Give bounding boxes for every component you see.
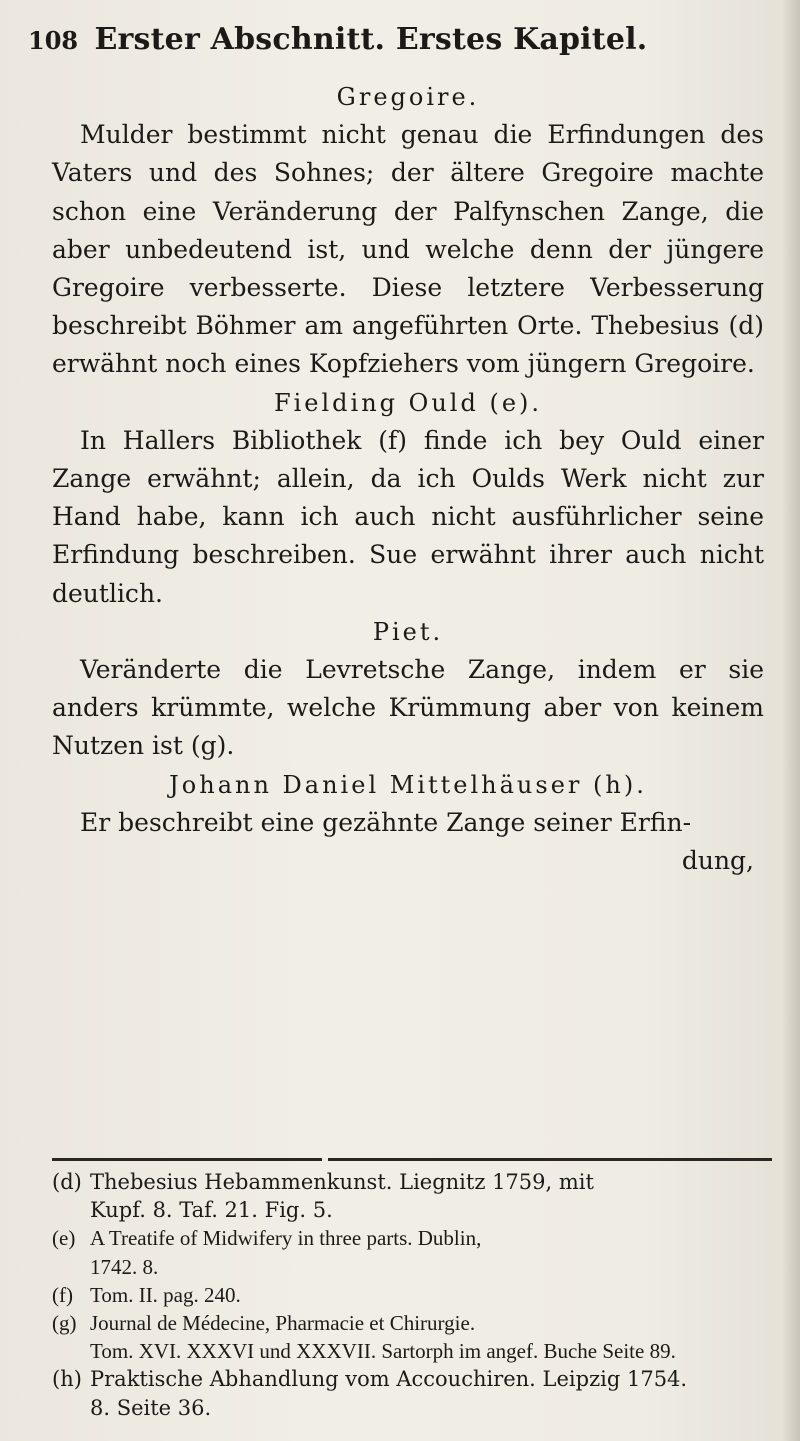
running-title: Erster Abschnitt. Erstes Kapitel. bbox=[94, 22, 648, 57]
footnote-line: A Treatife of Midwifery in three parts. Dublin, bbox=[90, 1226, 482, 1251]
footnote-mark: (f) bbox=[52, 1282, 73, 1307]
paragraph-fielding-ould: In Hallers Bibliothek (f) finde ich bey Ould einer Zange erwähnt; allein, da ich Oulds Werk nicht zur Hand habe, kann ich auch nicht ausführlicher seine Erfindung beschreiben. Sue erwähnt ihrer auch nicht deutlich. bbox=[52, 425, 764, 608]
heading-fielding-ould: Fielding Ould (e). bbox=[273, 388, 543, 417]
footnote-mark: (g) bbox=[52, 1311, 77, 1336]
footnotes bbox=[52, 1168, 772, 1422]
paragraph-piet: Veränderte die Levretsche Zange, indem er sie anders krümmte, welche Krümmung aber von keinem Nutzen ist (g). bbox=[52, 655, 764, 761]
footnote-line: Kupf. 8. Taf. 21. Fig. 5. bbox=[90, 1198, 333, 1223]
page-header bbox=[28, 10, 788, 70]
footnote-g bbox=[52, 1309, 772, 1365]
footnote-divider bbox=[52, 1158, 772, 1161]
footnote-h bbox=[52, 1365, 772, 1421]
footnote-e bbox=[52, 1224, 772, 1280]
footnote-line: Tom. II. pag. 240. bbox=[90, 1282, 241, 1307]
footnote-line: 8. Seite 36. bbox=[90, 1395, 212, 1420]
footnote-mark: (d) bbox=[52, 1170, 82, 1194]
footnote-line: Thebesius Hebammenkunst. Liegnitz 1759, mit bbox=[90, 1170, 594, 1194]
footnote-mark: (h) bbox=[52, 1367, 82, 1392]
heading-piet: Piet. bbox=[372, 617, 444, 646]
page-number: 108 bbox=[28, 26, 79, 55]
footnote-d bbox=[52, 1168, 772, 1224]
page-edge-shadow bbox=[782, 0, 800, 1441]
main-text bbox=[52, 78, 764, 880]
catchword: dung, bbox=[681, 846, 754, 876]
paragraph-mittelhaeuser: Er beschreibt eine gezähnte Zange seiner Erfin- bbox=[80, 807, 692, 837]
footnote-line: Journal de Médecine, Pharmacie et Chirurgie. bbox=[90, 1311, 476, 1336]
heading-gregoire: Gregoire. bbox=[336, 83, 480, 111]
footnote-line: 1742. 8. bbox=[90, 1254, 159, 1279]
paragraph-gregoire: Mulder bestimmt nicht genau die Erfindungen des Vaters und des Sohnes; der ältere Gregoire machte schon eine Veränderung der Palfynschen Zange, die aber unbedeutend ist, und welche denn der jüngere Gregoire verbesserte. Diese letztere Verbesserung beschreibt Böhmer am angeführten Orte. Thebesius (d) erwähnt noch eines Kopfziehers vom jüngern Gregoire. bbox=[52, 120, 764, 379]
footnote-line: Praktische Abhandlung vom Accouchiren. Leipzig 1754. bbox=[90, 1367, 688, 1392]
footnote-mark: (e) bbox=[52, 1226, 76, 1251]
heading-mittelhaeuser: Johann Daniel Mittelhäuser (h). bbox=[169, 770, 647, 799]
footnote-f bbox=[52, 1281, 772, 1309]
footnote-line: Tom. XVI. XXXVI und XXXVII. Sartorph im angef. Buche Seite 89. bbox=[90, 1339, 676, 1364]
